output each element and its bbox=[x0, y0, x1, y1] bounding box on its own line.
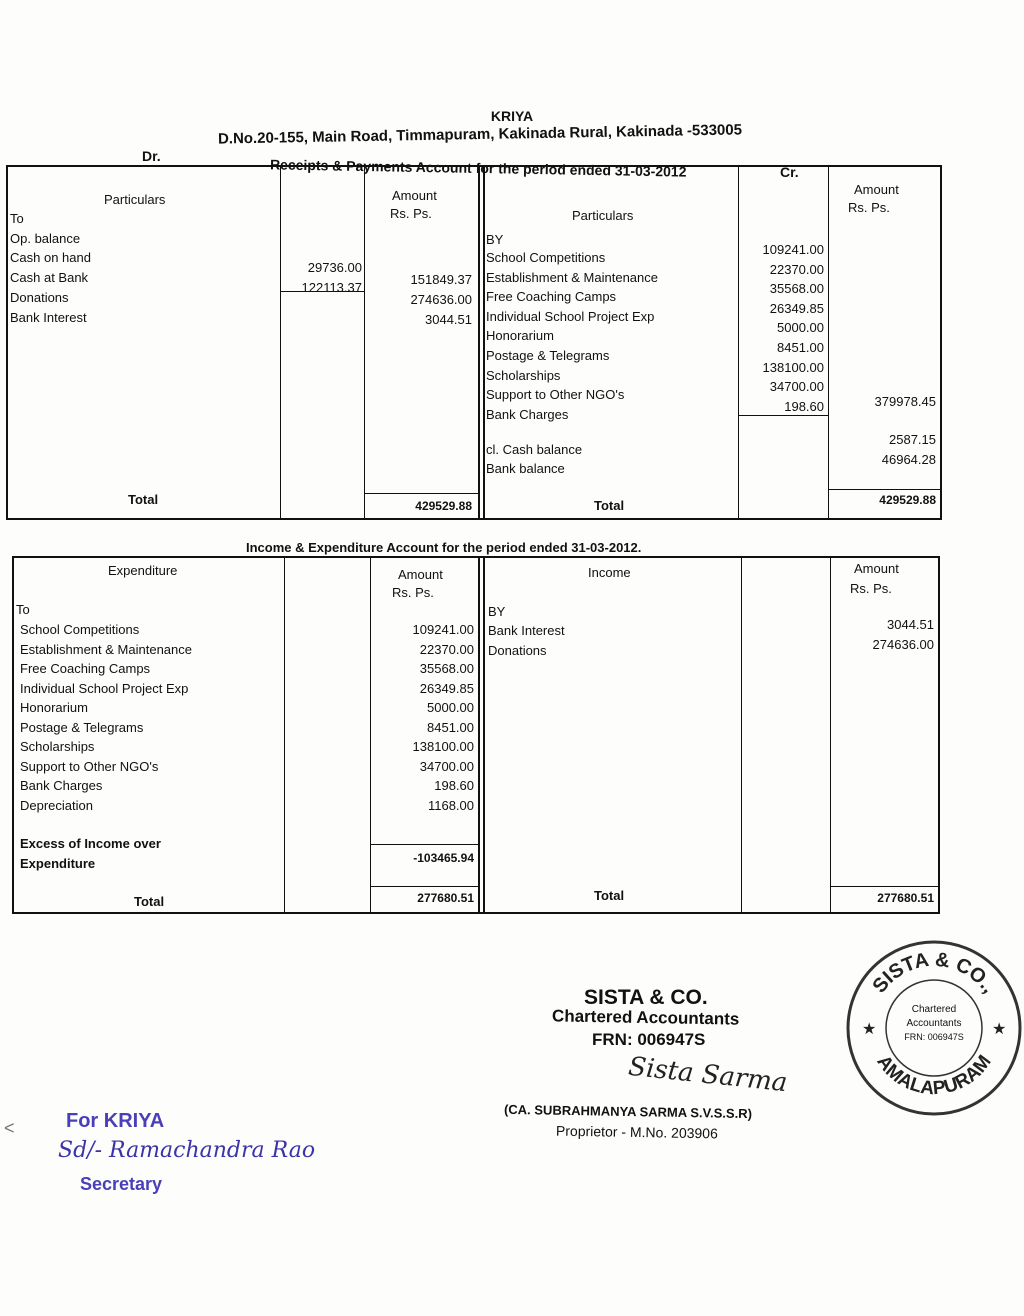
rp-left-amount-header: Amount bbox=[392, 188, 437, 203]
seal-star-right-icon: ★ bbox=[992, 1021, 1007, 1038]
rp-payment-label: Free Coaching Camps bbox=[486, 289, 617, 305]
rp-receipt-amount: 3044.51 bbox=[425, 312, 472, 327]
ie-expense-label: Support to Other NGO's bbox=[20, 758, 159, 774]
auditor-seal bbox=[842, 936, 1024, 1120]
ie-expense-amount: 34700.00 bbox=[419, 758, 474, 774]
rp-receipt-label: Bank Interest bbox=[10, 310, 87, 325]
rp-payments-total: 379978.45 bbox=[874, 394, 936, 409]
rp-receipt-label: Cash on hand bbox=[10, 250, 91, 265]
rp-cl-cash-label: cl. Cash balance bbox=[486, 442, 583, 457]
rp-payment-sub: 5000.00 bbox=[777, 320, 824, 336]
ie-income-amount: 274636.00 bbox=[872, 636, 934, 652]
rp-right-amount-header: Amount bbox=[854, 182, 899, 197]
rp-left-rs-ps: Rs. Ps. bbox=[390, 206, 432, 221]
rp-payment-label: Individual School Project Exp bbox=[486, 308, 655, 324]
ie-expense-label: Bank Charges bbox=[20, 778, 103, 793]
ie-expense-amount: 5000.00 bbox=[427, 700, 474, 715]
auditor-signature: Sista Sarma bbox=[626, 1051, 789, 1099]
rp-payment-sub: 22370.00 bbox=[769, 261, 824, 277]
ie-expense-label: Honorarium bbox=[20, 700, 88, 715]
seal-top-text: SISTA & CO., bbox=[868, 948, 1000, 998]
rp-receipt-sub: 29736.00 bbox=[307, 260, 362, 275]
ie-expense-amount: 1168.00 bbox=[427, 797, 474, 813]
ie-excess-amount: -103465.94 bbox=[413, 851, 474, 865]
auditor-title: Chartered Accountants bbox=[551, 1006, 740, 1029]
ie-expense-label: Free Coaching Camps bbox=[20, 661, 151, 676]
ie-expense-amount: 138100.00 bbox=[412, 739, 474, 754]
ie-expense-label: Establishment & Maintenance bbox=[20, 641, 192, 657]
ie-income-label: Bank Interest bbox=[488, 623, 565, 638]
ie-expense-amount: 198.60 bbox=[434, 778, 474, 793]
ie-total-right: 277680.51 bbox=[877, 891, 934, 905]
rp-total-left: 429529.88 bbox=[415, 499, 472, 513]
client-signature: Sd/- Ramachandra Rao bbox=[58, 1138, 316, 1163]
rp-payment-sub: 8451.00 bbox=[777, 340, 824, 355]
rp-payment-label: Establishment & Maintenance bbox=[486, 269, 658, 285]
margin-mark: < bbox=[4, 1118, 15, 1138]
ie-expense-label: Scholarships bbox=[20, 739, 95, 754]
ie-expense-amount: 35568.00 bbox=[419, 661, 474, 676]
rp-total-right: 429529.88 bbox=[879, 493, 936, 507]
ie-expense-label: Postage & Telegrams bbox=[20, 719, 144, 735]
ie-left-rs-ps: Rs. Ps. bbox=[392, 585, 434, 600]
dr-label: Dr. bbox=[142, 148, 161, 164]
cr-label: Cr. bbox=[780, 164, 799, 180]
auditor-firm: SISTA & CO. bbox=[584, 986, 708, 1009]
rp-bank-balance-label: Bank balance bbox=[486, 461, 565, 476]
ie-excess-label-2: Expenditure bbox=[20, 856, 96, 871]
rp-left-particulars-header: Particulars bbox=[104, 192, 166, 207]
ie-excess-label-1: Excess of Income over bbox=[20, 836, 161, 851]
ie-right-amount-header: Amount bbox=[854, 561, 899, 576]
rp-title: Receipts & Payments Account for the period ended 31-03-2012 bbox=[269, 156, 687, 180]
ie-expenditure-header: Expenditure bbox=[108, 563, 178, 578]
rp-cl-cash-amount: 2587.15 bbox=[889, 432, 936, 447]
rp-payment-sub: 26349.85 bbox=[769, 300, 824, 316]
client-for-kriya: For KRIYA bbox=[66, 1110, 165, 1132]
seal-star-left-icon: ★ bbox=[862, 1021, 877, 1038]
auditor-membership: Proprietor - M.No. 203906 bbox=[555, 1122, 718, 1142]
rp-payment-label: Bank Charges bbox=[486, 406, 569, 422]
rp-total-label-right: Total bbox=[594, 498, 625, 513]
rp-to-label: To bbox=[10, 211, 24, 226]
rp-by-label: BY bbox=[486, 232, 504, 247]
seal-line-2: Accountants bbox=[906, 1018, 962, 1029]
rp-receipt-label: Donations bbox=[10, 290, 69, 305]
ie-income-header: Income bbox=[588, 565, 631, 580]
income-expenditure-table bbox=[12, 556, 940, 914]
rp-receipt-label: Cash at Bank bbox=[10, 270, 89, 285]
ie-total-label-left: Total bbox=[134, 894, 165, 909]
receipts-payments-table bbox=[6, 165, 942, 520]
org-name: KRIYA bbox=[490, 108, 534, 124]
client-role: Secretary bbox=[80, 1174, 163, 1194]
ie-expense-amount: 8451.00 bbox=[427, 719, 474, 735]
ie-left-amount-header: Amount bbox=[398, 567, 443, 582]
rp-payment-label: Postage & Telegrams bbox=[486, 348, 610, 363]
ie-expense-amount: 109241.00 bbox=[412, 622, 474, 637]
ie-income-label: Donations bbox=[488, 642, 547, 658]
rp-payment-sub: 138100.00 bbox=[762, 359, 824, 375]
rp-payment-sub: 109241.00 bbox=[762, 242, 824, 257]
ie-total-left: 277680.51 bbox=[417, 891, 474, 905]
rp-payment-sub: 34700.00 bbox=[769, 379, 824, 395]
ie-to-label: To bbox=[16, 602, 30, 617]
rp-payment-sub: 35568.00 bbox=[769, 281, 824, 297]
rp-payment-label: Support to Other NGO's bbox=[486, 387, 625, 403]
ie-expense-label: Depreciation bbox=[20, 797, 93, 813]
seal-bottom-text: AMALAPURAM bbox=[872, 1051, 996, 1100]
rp-receipt-amount: 274636.00 bbox=[410, 292, 472, 307]
ie-title: Income & Expenditure Account for the period ended 31-03-2012. bbox=[246, 540, 642, 555]
rp-payment-label: Honorarium bbox=[486, 328, 554, 344]
seal-line-1: Chartered bbox=[911, 1004, 957, 1015]
ie-total-label-right: Total bbox=[594, 888, 625, 903]
ie-income-amount: 3044.51 bbox=[887, 617, 934, 632]
ie-by-label: BY bbox=[488, 604, 506, 619]
rp-receipt-amount: 151849.37 bbox=[410, 272, 472, 287]
rp-payment-label: School Competitions bbox=[486, 250, 606, 265]
rp-payment-label: Scholarships bbox=[486, 367, 561, 383]
rp-right-rs-ps: Rs. Ps. bbox=[848, 200, 890, 215]
org-address: D.No.20-155, Main Road, Timmapuram, Kakinada Rural, Kakinada -533005 bbox=[217, 121, 743, 148]
rp-right-particulars-header: Particulars bbox=[572, 208, 634, 223]
rp-payment-sub: 198.60 bbox=[784, 398, 824, 414]
ie-right-rs-ps: Rs. Ps. bbox=[850, 581, 892, 596]
auditor-frn: FRN: 006947S bbox=[592, 1030, 706, 1049]
ie-expense-label: School Competitions bbox=[20, 622, 140, 637]
ie-expense-label: Individual School Project Exp bbox=[20, 680, 189, 696]
rp-op-balance-label: Op. balance bbox=[10, 231, 81, 246]
ie-expense-amount: 22370.00 bbox=[419, 641, 474, 657]
auditor-name: (CA. SUBRAHMANYA SARMA S.V.S.S.R) bbox=[503, 1101, 753, 1122]
rp-receipt-sub: 122113.37 bbox=[301, 280, 362, 295]
rp-bank-balance-amount: 46964.28 bbox=[881, 452, 936, 467]
seal-line-3: FRN: 006947S bbox=[904, 1032, 964, 1042]
ie-expense-amount: 26349.85 bbox=[419, 680, 474, 696]
rp-total-label-left: Total bbox=[128, 492, 159, 507]
